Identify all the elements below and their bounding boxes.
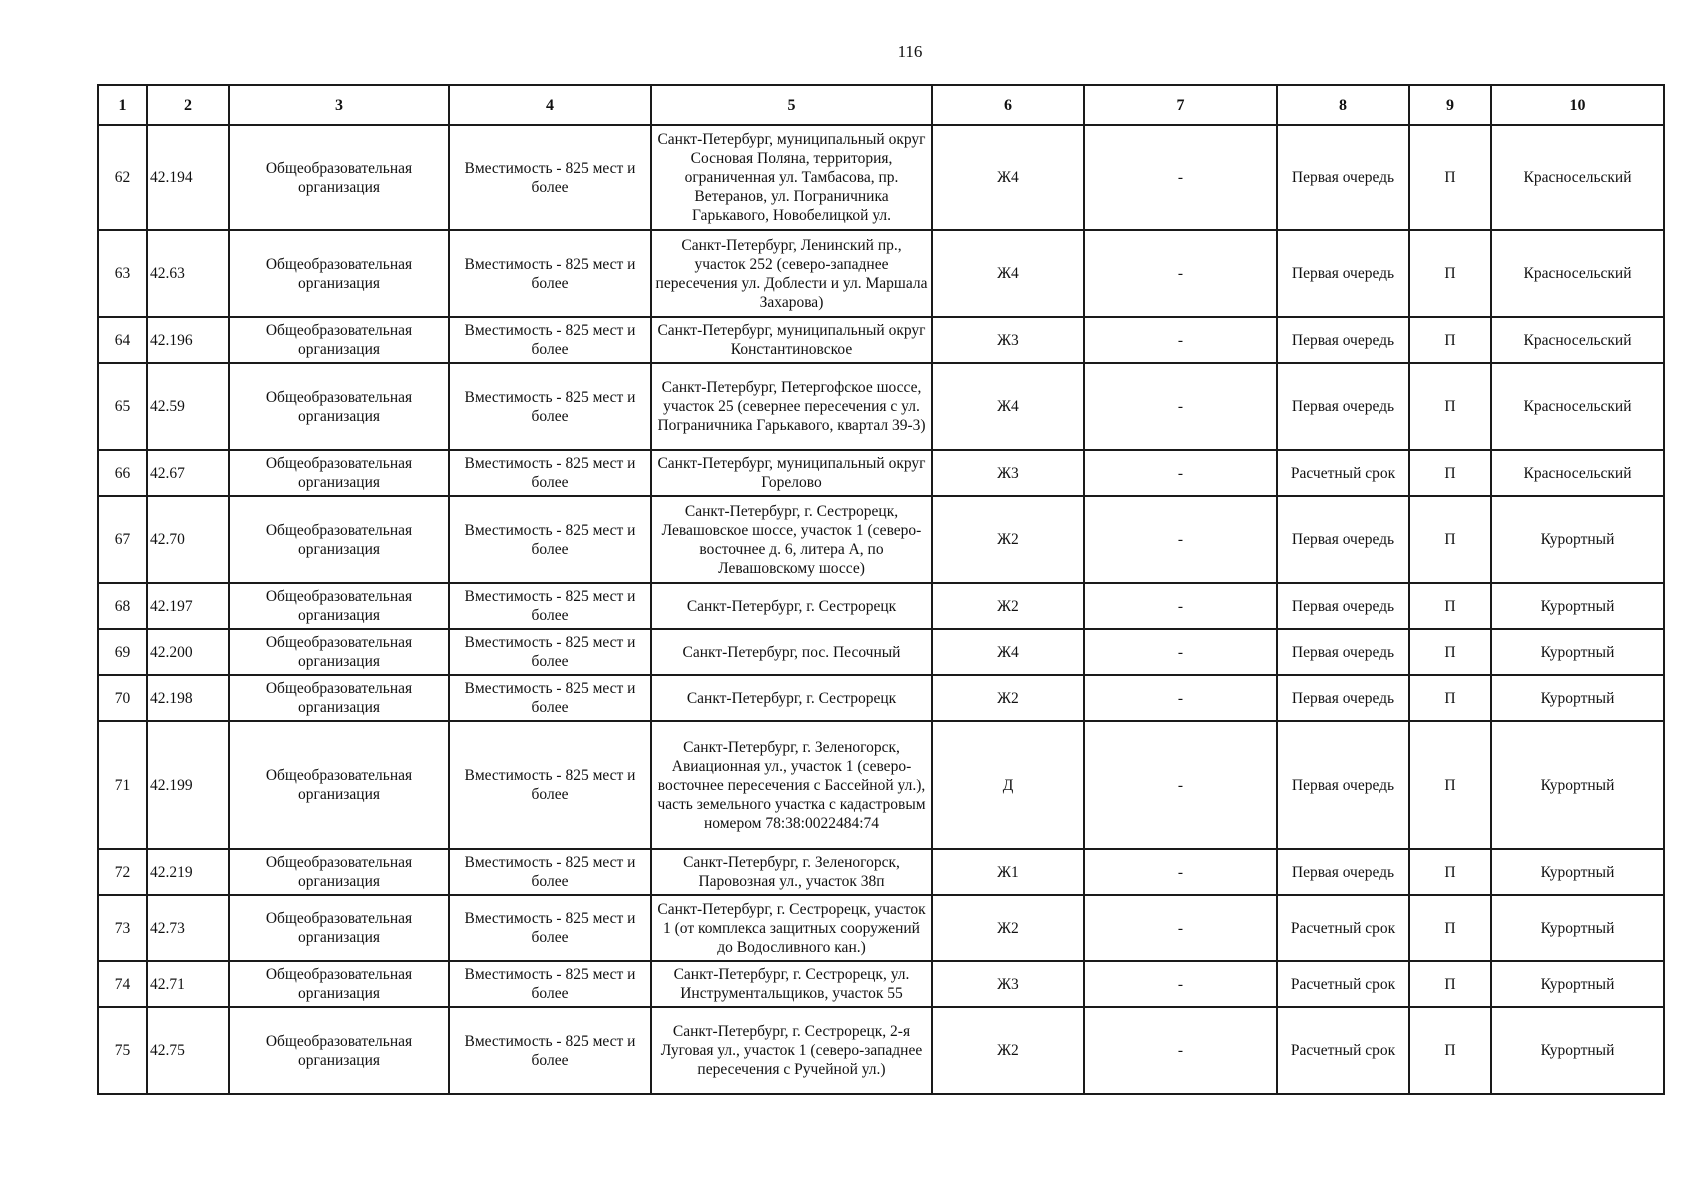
object-code-cell: 42.70: [147, 496, 229, 583]
location-cell: Санкт-Петербург, г. Зеленогорск, Авиационная ул., участок 1 (северо-восточнее пересечения с Бассейной ул.), часть земельного участка с кадастровым номером 78:38:0022484:74: [651, 721, 932, 849]
status-code-cell: П: [1409, 1007, 1491, 1094]
district-cell: Курортный: [1491, 721, 1664, 849]
header-cell-8: 8: [1277, 85, 1409, 125]
location-cell: Санкт-Петербург, г. Зеленогорск, Паровозная ул., участок 38п: [651, 849, 932, 895]
header-cell-2: 2: [147, 85, 229, 125]
object-code-cell: 42.63: [147, 230, 229, 317]
table-row: [98, 849, 1664, 895]
zone-code-cell: Ж2: [932, 675, 1084, 721]
col7-value-cell: -: [1084, 1007, 1277, 1094]
status-code-cell: П: [1409, 895, 1491, 961]
object-name-cell: Общеобразовательная организация: [229, 496, 449, 583]
object-name-cell: Общеобразовательная организация: [229, 125, 449, 230]
location-cell: Санкт-Петербург, Петергофское шоссе, участок 25 (севернее пересечения с ул. Пограничника Гарькавого, квартал 39-3): [651, 363, 932, 450]
status-code-cell: П: [1409, 583, 1491, 629]
row-number-cell: 67: [98, 496, 147, 583]
col7-value-cell: -: [1084, 317, 1277, 363]
location-cell: Санкт-Петербург, г. Сестрорецк, ул. Инструментальщиков, участок 55: [651, 961, 932, 1007]
zone-code-cell: Ж1: [932, 849, 1084, 895]
district-cell: Курортный: [1491, 1007, 1664, 1094]
status-code-cell: П: [1409, 496, 1491, 583]
zone-code-cell: Д: [932, 721, 1084, 849]
status-code-cell: П: [1409, 675, 1491, 721]
header-cell-1: 1: [98, 85, 147, 125]
object-code-cell: 42.67: [147, 450, 229, 496]
page-number: 116: [897, 42, 923, 61]
zone-code-cell: Ж2: [932, 583, 1084, 629]
stage-cell: Расчетный срок: [1277, 1007, 1409, 1094]
capacity-cell: Вместимость - 825 мест и более: [449, 849, 651, 895]
district-cell: Курортный: [1491, 895, 1664, 961]
zone-code-cell: Ж4: [932, 363, 1084, 450]
capacity-cell: Вместимость - 825 мест и более: [449, 583, 651, 629]
table-body: [98, 125, 1664, 1094]
zone-code-cell: Ж3: [932, 450, 1084, 496]
zone-code-cell: Ж2: [932, 1007, 1084, 1094]
capacity-cell: Вместимость - 825 мест и более: [449, 1007, 651, 1094]
table-row: [98, 125, 1664, 230]
table-row: [98, 721, 1664, 849]
status-code-cell: П: [1409, 317, 1491, 363]
row-number-cell: 72: [98, 849, 147, 895]
col7-value-cell: -: [1084, 125, 1277, 230]
stage-cell: Первая очередь: [1277, 721, 1409, 849]
header-cell-9: 9: [1409, 85, 1491, 125]
object-code-cell: 42.219: [147, 849, 229, 895]
stage-cell: Первая очередь: [1277, 675, 1409, 721]
row-number-cell: 63: [98, 230, 147, 317]
row-number-cell: 70: [98, 675, 147, 721]
district-cell: Красносельский: [1491, 317, 1664, 363]
capacity-cell: Вместимость - 825 мест и более: [449, 496, 651, 583]
district-cell: Красносельский: [1491, 125, 1664, 230]
capacity-cell: Вместимость - 825 мест и более: [449, 230, 651, 317]
capacity-cell: Вместимость - 825 мест и более: [449, 629, 651, 675]
table-row: [98, 230, 1664, 317]
table-row: [98, 895, 1664, 961]
capacity-cell: Вместимость - 825 мест и более: [449, 675, 651, 721]
table-row: [98, 450, 1664, 496]
status-code-cell: П: [1409, 125, 1491, 230]
zone-code-cell: Ж2: [932, 895, 1084, 961]
header-cell-5: 5: [651, 85, 932, 125]
col7-value-cell: -: [1084, 230, 1277, 317]
header-cell-7: 7: [1084, 85, 1277, 125]
object-name-cell: Общеобразовательная организация: [229, 450, 449, 496]
object-name-cell: Общеобразовательная организация: [229, 363, 449, 450]
district-cell: Курортный: [1491, 583, 1664, 629]
col7-value-cell: -: [1084, 450, 1277, 496]
col7-value-cell: -: [1084, 629, 1277, 675]
capacity-cell: Вместимость - 825 мест и более: [449, 961, 651, 1007]
district-cell: Курортный: [1491, 849, 1664, 895]
stage-cell: Первая очередь: [1277, 230, 1409, 317]
header-cell-10: 10: [1491, 85, 1664, 125]
col7-value-cell: -: [1084, 496, 1277, 583]
location-cell: Санкт-Петербург, г. Сестрорецк: [651, 675, 932, 721]
row-number-cell: 65: [98, 363, 147, 450]
object-name-cell: Общеобразовательная организация: [229, 1007, 449, 1094]
zone-code-cell: Ж2: [932, 496, 1084, 583]
object-name-cell: Общеобразовательная организация: [229, 721, 449, 849]
object-code-cell: 42.199: [147, 721, 229, 849]
location-cell: Санкт-Петербург, муниципальный округ Сосновая Поляна, территория, ограниченная ул. Тамбасова, пр. Ветеранов, ул. Пограничника Гарькавого, Новобелицкой ул.: [651, 125, 932, 230]
row-number-cell: 66: [98, 450, 147, 496]
status-code-cell: П: [1409, 721, 1491, 849]
location-cell: Санкт-Петербург, Ленинский пр., участок 252 (северо-западнее пересечения ул. Доблести и ул. Маршала Захарова): [651, 230, 932, 317]
status-code-cell: П: [1409, 961, 1491, 1007]
location-cell: Санкт-Петербург, г. Сестрорецк: [651, 583, 932, 629]
table-row: [98, 1007, 1664, 1094]
zone-code-cell: Ж3: [932, 961, 1084, 1007]
stage-cell: Расчетный срок: [1277, 450, 1409, 496]
status-code-cell: П: [1409, 230, 1491, 317]
location-cell: Санкт-Петербург, г. Сестрорецк, Левашовское шоссе, участок 1 (северо-восточнее д. 6, литера А, по Левашовскому шоссе): [651, 496, 932, 583]
zone-code-cell: Ж4: [932, 629, 1084, 675]
row-number-cell: 68: [98, 583, 147, 629]
zone-code-cell: Ж4: [932, 125, 1084, 230]
district-cell: Курортный: [1491, 496, 1664, 583]
status-code-cell: П: [1409, 849, 1491, 895]
table-row: [98, 961, 1664, 1007]
objects-table: [97, 84, 1665, 1095]
capacity-cell: Вместимость - 825 мест и более: [449, 125, 651, 230]
object-code-cell: 42.198: [147, 675, 229, 721]
status-code-cell: П: [1409, 629, 1491, 675]
object-name-cell: Общеобразовательная организация: [229, 895, 449, 961]
table-row: [98, 496, 1664, 583]
col7-value-cell: -: [1084, 849, 1277, 895]
object-name-cell: Общеобразовательная организация: [229, 629, 449, 675]
row-number-cell: 73: [98, 895, 147, 961]
table-row: [98, 363, 1664, 450]
object-name-cell: Общеобразовательная организация: [229, 961, 449, 1007]
stage-cell: Расчетный срок: [1277, 895, 1409, 961]
district-cell: Курортный: [1491, 629, 1664, 675]
table-row: [98, 583, 1664, 629]
row-number-cell: 64: [98, 317, 147, 363]
status-code-cell: П: [1409, 450, 1491, 496]
col7-value-cell: -: [1084, 721, 1277, 849]
capacity-cell: Вместимость - 825 мест и более: [449, 895, 651, 961]
object-code-cell: 42.194: [147, 125, 229, 230]
location-cell: Санкт-Петербург, г. Сестрорецк, 2-я Луговая ул., участок 1 (северо-западнее пересечения с Ручейной ул.): [651, 1007, 932, 1094]
col7-value-cell: -: [1084, 363, 1277, 450]
location-cell: Санкт-Петербург, муниципальный округ Горелово: [651, 450, 932, 496]
table-row: [98, 317, 1664, 363]
object-code-cell: 42.59: [147, 363, 229, 450]
col7-value-cell: -: [1084, 583, 1277, 629]
district-cell: Красносельский: [1491, 230, 1664, 317]
location-cell: Санкт-Петербург, муниципальный округ Константиновское: [651, 317, 932, 363]
object-name-cell: Общеобразовательная организация: [229, 317, 449, 363]
row-number-cell: 74: [98, 961, 147, 1007]
header-row: [98, 85, 1664, 125]
district-cell: Красносельский: [1491, 450, 1664, 496]
location-cell: Санкт-Петербург, г. Сестрорецк, участок 1 (от комплекса защитных сооружений до Водосливного кан.): [651, 895, 932, 961]
stage-cell: Первая очередь: [1277, 317, 1409, 363]
object-name-cell: Общеобразовательная организация: [229, 230, 449, 317]
object-name-cell: Общеобразовательная организация: [229, 583, 449, 629]
district-cell: Курортный: [1491, 675, 1664, 721]
capacity-cell: Вместимость - 825 мест и более: [449, 363, 651, 450]
location-cell: Санкт-Петербург, пос. Песочный: [651, 629, 932, 675]
capacity-cell: Вместимость - 825 мест и более: [449, 721, 651, 849]
row-number-cell: 75: [98, 1007, 147, 1094]
stage-cell: Первая очередь: [1277, 125, 1409, 230]
capacity-cell: Вместимость - 825 мест и более: [449, 317, 651, 363]
header-cell-4: 4: [449, 85, 651, 125]
col7-value-cell: -: [1084, 895, 1277, 961]
table-row: [98, 629, 1664, 675]
stage-cell: Первая очередь: [1277, 583, 1409, 629]
stage-cell: Первая очередь: [1277, 849, 1409, 895]
stage-cell: Расчетный срок: [1277, 961, 1409, 1007]
object-name-cell: Общеобразовательная организация: [229, 675, 449, 721]
table-row: [98, 675, 1664, 721]
row-number-cell: 62: [98, 125, 147, 230]
row-number-cell: 69: [98, 629, 147, 675]
header-cell-6: 6: [932, 85, 1084, 125]
stage-cell: Первая очередь: [1277, 629, 1409, 675]
object-code-cell: 42.197: [147, 583, 229, 629]
object-code-cell: 42.71: [147, 961, 229, 1007]
col7-value-cell: -: [1084, 675, 1277, 721]
object-name-cell: Общеобразовательная организация: [229, 849, 449, 895]
status-code-cell: П: [1409, 363, 1491, 450]
row-number-cell: 71: [98, 721, 147, 849]
object-code-cell: 42.73: [147, 895, 229, 961]
district-cell: Курортный: [1491, 961, 1664, 1007]
object-code-cell: 42.75: [147, 1007, 229, 1094]
object-code-cell: 42.200: [147, 629, 229, 675]
capacity-cell: Вместимость - 825 мест и более: [449, 450, 651, 496]
col7-value-cell: -: [1084, 961, 1277, 1007]
zone-code-cell: Ж3: [932, 317, 1084, 363]
zone-code-cell: Ж4: [932, 230, 1084, 317]
object-code-cell: 42.196: [147, 317, 229, 363]
district-cell: Красносельский: [1491, 363, 1664, 450]
stage-cell: Первая очередь: [1277, 363, 1409, 450]
header-cell-3: 3: [229, 85, 449, 125]
stage-cell: Первая очередь: [1277, 496, 1409, 583]
